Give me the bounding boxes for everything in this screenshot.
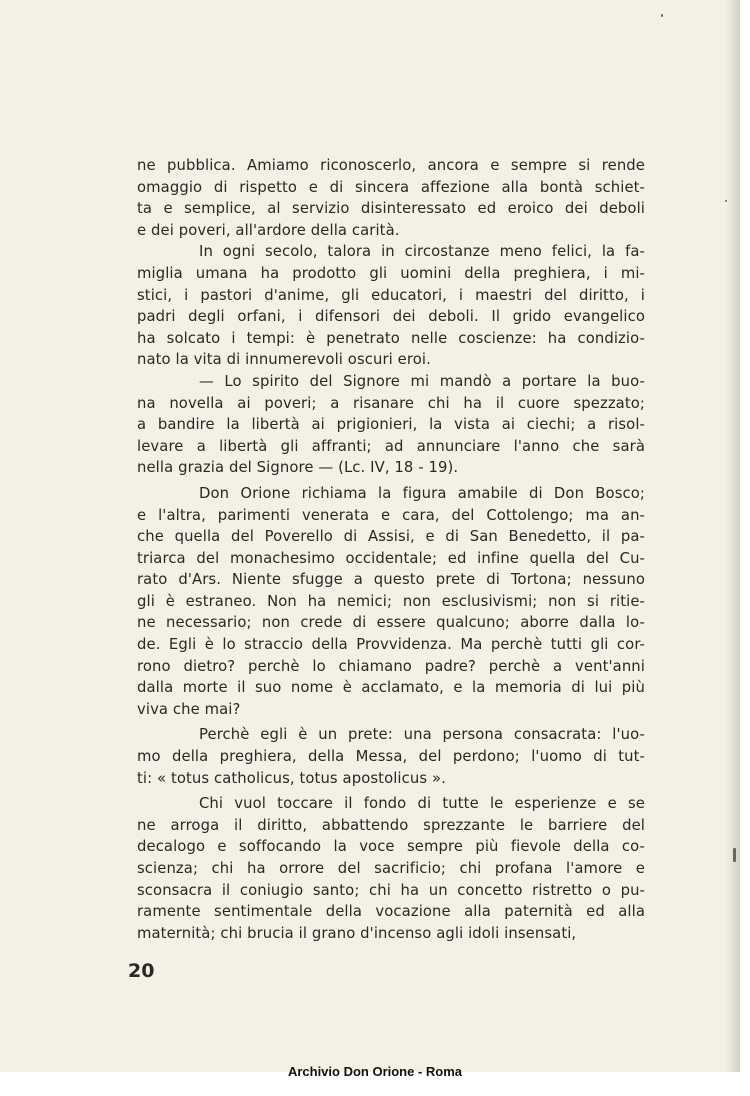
scan-speck: [733, 848, 736, 862]
paragraph: [137, 793, 645, 944]
body-text: [137, 155, 645, 944]
text-line: e dei poveri, all'ardore della carità.: [137, 221, 400, 239]
paragraph: [137, 724, 645, 789]
text-line: mo della preghiera, della Messa, del perdono; l'uomo di tut-: [137, 748, 645, 766]
text-line: na novella ai poveri; a risanare chi ha il cuore spezzato;: [137, 394, 645, 412]
text-line: padri degli orfani, i difensori dei deboli. Il grido evangelico: [137, 308, 645, 326]
text-line: rato d'Ars. Niente sfugge a questo prete di Tortona; nessuno: [137, 571, 645, 589]
text-line: sconsacra il coniugio santo; chi ha un concetto ristretto o pu-: [137, 881, 645, 899]
text-line: dalla morte il suo nome è acclamato, e la memoria di lui più: [137, 679, 645, 697]
text-line: triarca del monachesimo occidentale; ed infine quella del Cu-: [137, 549, 645, 567]
text-line: a bandire la libertà ai prigionieri, la vista ai ciechi; a risol-: [137, 416, 645, 434]
text-line: Don Orione richiama la figura amabile di Don Bosco;: [199, 484, 645, 502]
text-line: de. Egli è lo straccio della Provvidenza. Ma perchè tutti gli cor-: [137, 636, 645, 654]
paragraph: [137, 371, 645, 479]
text-line: scienza; chi ha orrore del sacrificio; chi profana l'amore e: [137, 860, 645, 877]
text-line: ne necessario; non crede di essere qualcuno; aborre dalla lo-: [137, 614, 645, 632]
text-line: — Lo spirito del Signore mi mandò a portare la buo-: [199, 372, 645, 390]
text-line: omaggio di rispetto e di sincera affezione alla bontà schiet-: [137, 178, 645, 196]
text-line: Chi vuol toccare il fondo di tutte le esperienze e se: [199, 795, 645, 813]
scan-speck: [725, 200, 727, 202]
text-line: decalogo e soffocando la voce sempre più fievole della co-: [137, 838, 645, 856]
text-line: levare a libertà gli affranti; ad annunciare l'anno che sarà: [137, 437, 645, 455]
paragraph: [137, 155, 645, 241]
text-line: stici, i pastori d'anime, gli educatori, i maestri del diritto, i: [137, 286, 645, 304]
text-line: ne pubblica. Amiamo riconoscerlo, ancora e sempre si rende: [137, 157, 645, 174]
text-line: maternità; chi brucia il grano d'incenso agli idoli insensati,: [137, 924, 577, 942]
text-line: viva che mai?: [137, 700, 241, 718]
text-line: gli è estraneo. Non ha nemici; non esclusivismi; non si ritie-: [137, 592, 645, 610]
text-line: ta e semplice, al servizio disinteressato ed eroico dei deboli: [137, 200, 645, 218]
text-line: miglia umana ha prodotto gli uomini della preghiera, i mi-: [137, 264, 645, 282]
archive-label: Archivio Don Orione - Roma: [287, 1064, 463, 1079]
text-line: nato la vita di innumerevoli oscuri eroi.: [137, 351, 431, 369]
page-number: 20: [128, 960, 155, 982]
paragraph: [137, 483, 645, 721]
text-line: In ogni secolo, talora in circostanze meno felici, la fa-: [199, 243, 645, 261]
text-line: che quella del Poverello di Assisi, e di San Benedetto, il pa-: [137, 528, 645, 546]
text-line: e l'altra, parimenti venerata e cara, del Cottolengo; ma an-: [137, 506, 645, 524]
text-line: rono dietro? perchè lo chiamano padre? perchè a vent'anni: [137, 657, 645, 675]
text-line: ha solcato i tempi: è penetrato nelle coscienze: ha condizio-: [137, 329, 645, 347]
text-line: Perchè egli è un prete: una persona consacrata: l'uo-: [199, 726, 645, 744]
text-line: ti: « totus catholicus, totus apostolicus ».: [137, 769, 446, 787]
paragraph: [137, 241, 645, 371]
text-line: nella grazia del Signore — (Lc. IV, 18 - 19).: [137, 459, 459, 477]
text-line: ramente sentimentale della vocazione alla paternità ed alla: [137, 903, 645, 921]
text-line: ne arroga il diritto, abbattendo sprezzante le barriere del: [137, 816, 645, 834]
scan-speck: [661, 14, 663, 17]
page-edge-shadow: [726, 0, 740, 1072]
